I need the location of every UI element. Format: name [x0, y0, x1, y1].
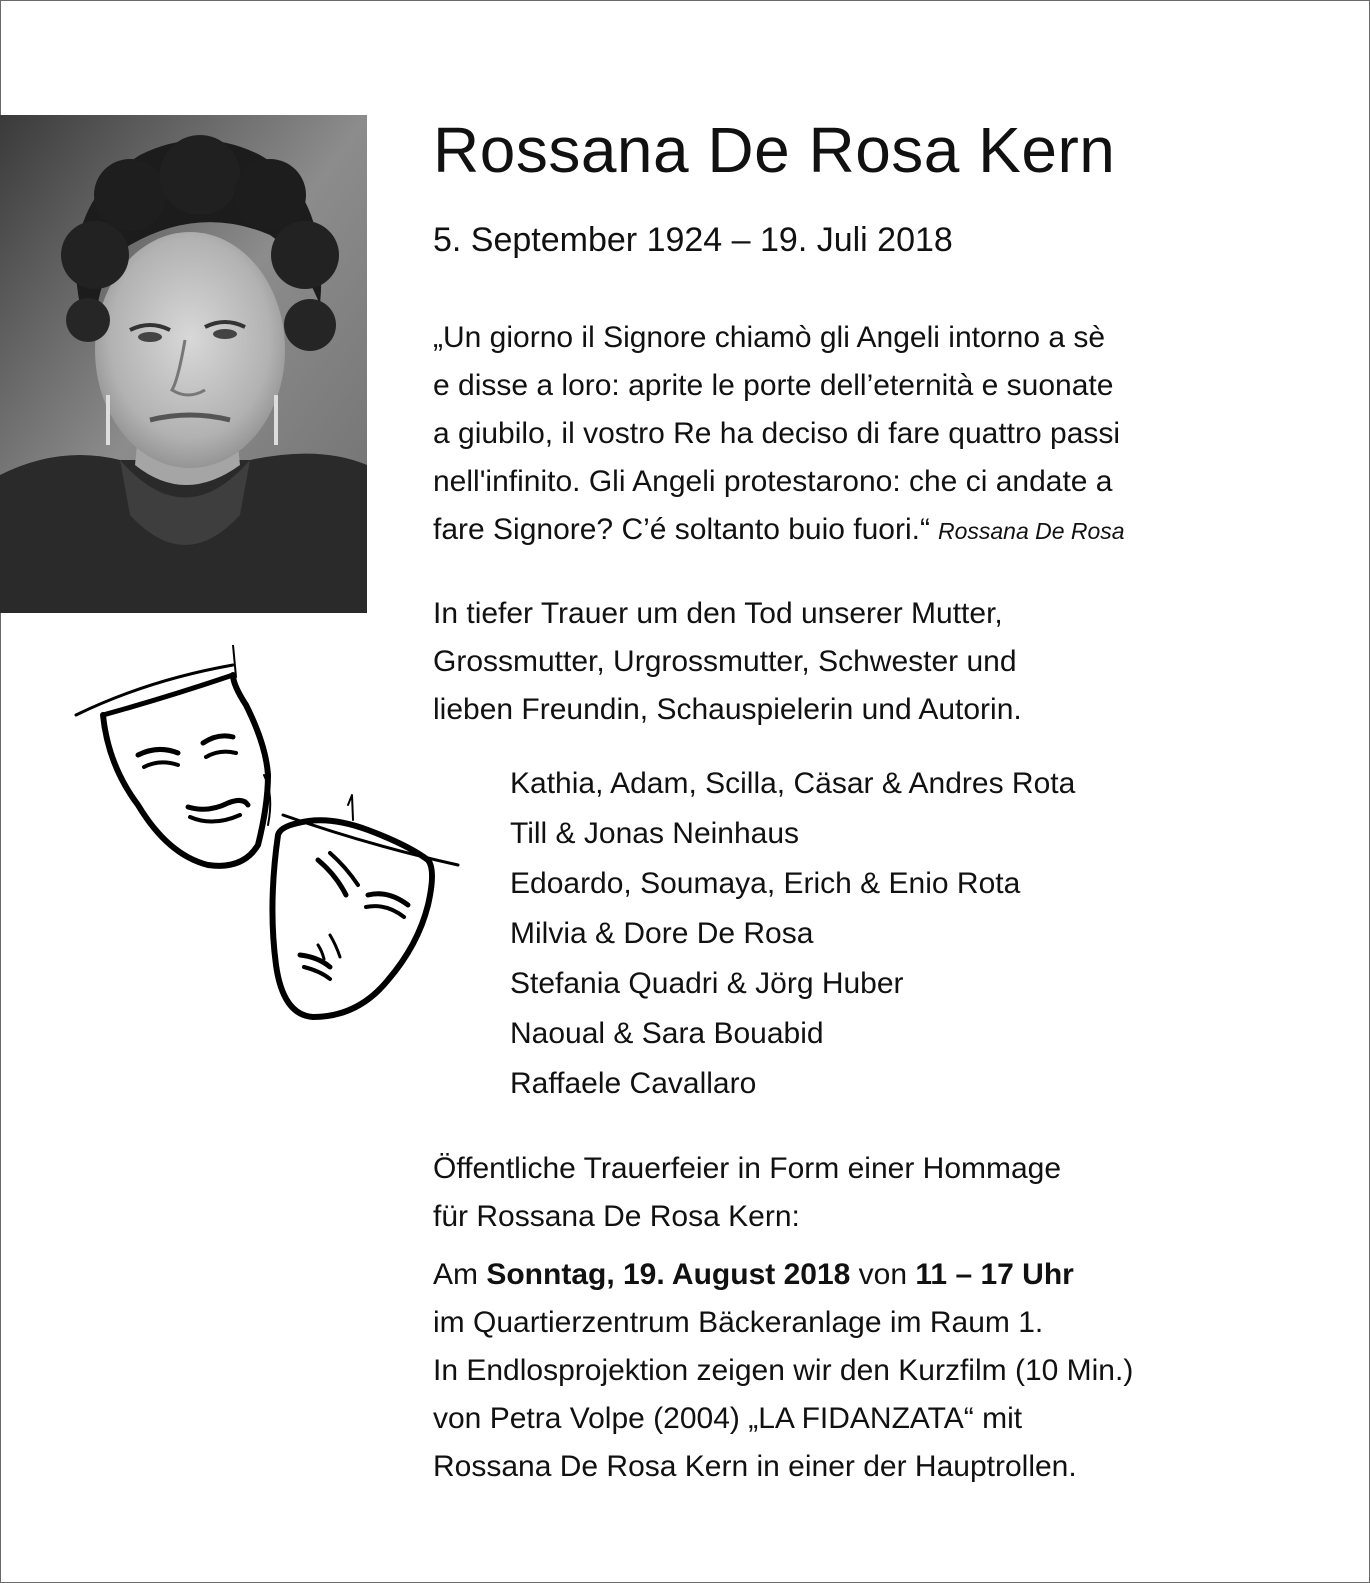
family-member: Till & Jonas Neinhaus: [510, 817, 800, 850]
ceremony-line: für Rossana De Rosa Kern:: [433, 1200, 800, 1233]
family-member: Naoual & Sara Bouabid: [510, 1017, 824, 1050]
quote-block: [433, 314, 1125, 555]
family-member: Milvia & Dore De Rosa: [510, 917, 814, 950]
life-dates: 5. September 1924 – 19. Juli 2018: [433, 221, 953, 259]
theater-masks-drawing: [68, 645, 488, 1045]
ceremony-announcement: [433, 1145, 1061, 1241]
quote-line: fare Signore? C’é soltanto buio fuori.“: [433, 513, 930, 546]
event-line: im Quartierzentrum Bäckeranlage im Raum 1.: [433, 1306, 1044, 1339]
event-time: 11 – 17 Uhr: [915, 1258, 1074, 1291]
event-date: Sonntag, 19. August 2018: [486, 1258, 851, 1291]
family-list: [510, 759, 1075, 1109]
quote-line: a giubilo, il vostro Re ha deciso di fare quattro passi: [433, 417, 1121, 450]
mourning-text: [433, 590, 1022, 734]
family-member: Edoardo, Soumaya, Erich & Enio Rota: [510, 867, 1021, 900]
event-details: [433, 1251, 1133, 1491]
deceased-name: Rossana De Rosa Kern: [433, 114, 1116, 186]
quote-line: nell'infinito. Gli Angeli protestarono: che ci andate a: [433, 465, 1113, 498]
ceremony-line: Öffentliche Trauerfeier in Form einer Hommage: [433, 1152, 1062, 1185]
quote-author: Rossana De Rosa: [937, 518, 1125, 544]
event-line: In Endlosprojektion zeigen wir den Kurzfilm (10 Min.): [433, 1354, 1134, 1387]
event-date-line: [433, 1251, 1133, 1299]
quote-line-last: [433, 506, 1125, 555]
quote-line: „Un giorno il Signore chiamò gli Angeli intorno a sè: [433, 321, 1106, 354]
mourning-line: lieben Freundin, Schauspielerin und Autorin.: [433, 693, 1022, 726]
event-line: von Petra Volpe (2004) „LA FIDANZATA“ mit: [433, 1402, 1023, 1435]
mourning-line: In tiefer Trauer um den Tod unserer Mutter,: [433, 597, 1003, 630]
family-member: Stefania Quadri & Jörg Huber: [510, 967, 904, 1000]
event-line: Rossana De Rosa Kern in einer der Hauptrollen.: [433, 1450, 1077, 1483]
event-prefix: Am: [433, 1258, 478, 1291]
family-member: Raffaele Cavallaro: [510, 1067, 757, 1100]
family-member: Kathia, Adam, Scilla, Cäsar & Andres Rota: [510, 767, 1076, 800]
mourning-line: Grossmutter, Urgrossmutter, Schwester und: [433, 645, 1017, 678]
portrait-photo: [0, 115, 367, 613]
quote-line: e disse a loro: aprite le porte dell’eternità e suonate: [433, 369, 1114, 402]
event-mid: von: [858, 1258, 908, 1291]
